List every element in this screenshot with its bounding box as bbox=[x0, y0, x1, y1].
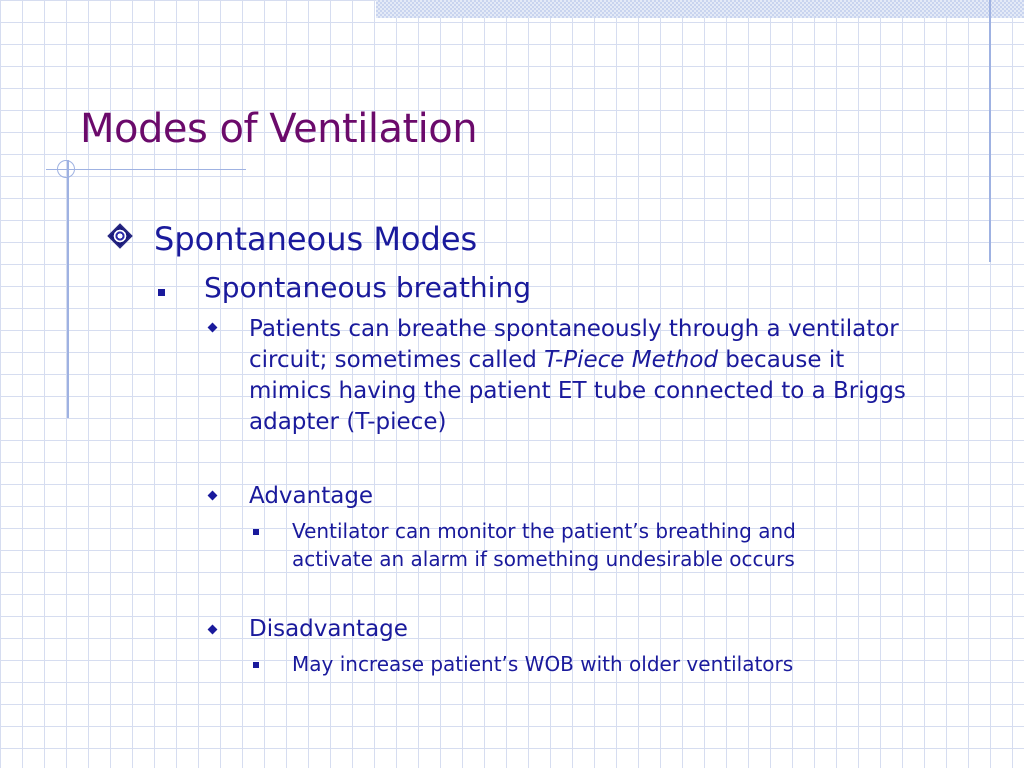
small-diamond-bullet-icon bbox=[208, 625, 218, 635]
point1-text bbox=[249, 314, 929, 438]
disadvantage-detail: May increase patient’s WOB with older ventilators bbox=[292, 652, 794, 676]
advantage-detail: Ventilator can monitor the patient’s breathing and activate an alarm if something undesirable occurs bbox=[292, 519, 796, 571]
point1-text-before: Patients can breathe spontaneously through a ventilator circuit; sometimes called bbox=[249, 316, 899, 373]
level2-bullet-text: Spontaneous breathing bbox=[204, 271, 531, 304]
right-vertical-rule bbox=[989, 0, 991, 262]
square-bullet-icon bbox=[253, 529, 259, 535]
slide-title: Modes of Ventilation bbox=[80, 106, 478, 152]
title-underline-rule bbox=[46, 169, 246, 170]
disadvantage-label: Disadvantage bbox=[249, 616, 408, 642]
small-diamond-bullet-icon bbox=[208, 323, 218, 333]
corner-circle-ornament bbox=[57, 160, 75, 178]
top-decorative-bar bbox=[376, 0, 1024, 18]
diamond-bullet-icon bbox=[107, 223, 132, 248]
level1-bullet-text: Spontaneous Modes bbox=[154, 220, 478, 258]
advantage-label: Advantage bbox=[249, 483, 374, 509]
point1-italic: T-Piece Method bbox=[544, 347, 718, 373]
small-diamond-bullet-icon bbox=[208, 491, 218, 501]
square-bullet-icon bbox=[158, 289, 165, 296]
left-vertical-rule bbox=[67, 160, 69, 418]
point1-text-after: because it mimics having the patient ET tube connected to a Briggs adapter (T-piece) bbox=[249, 347, 906, 435]
square-bullet-icon bbox=[253, 662, 259, 668]
